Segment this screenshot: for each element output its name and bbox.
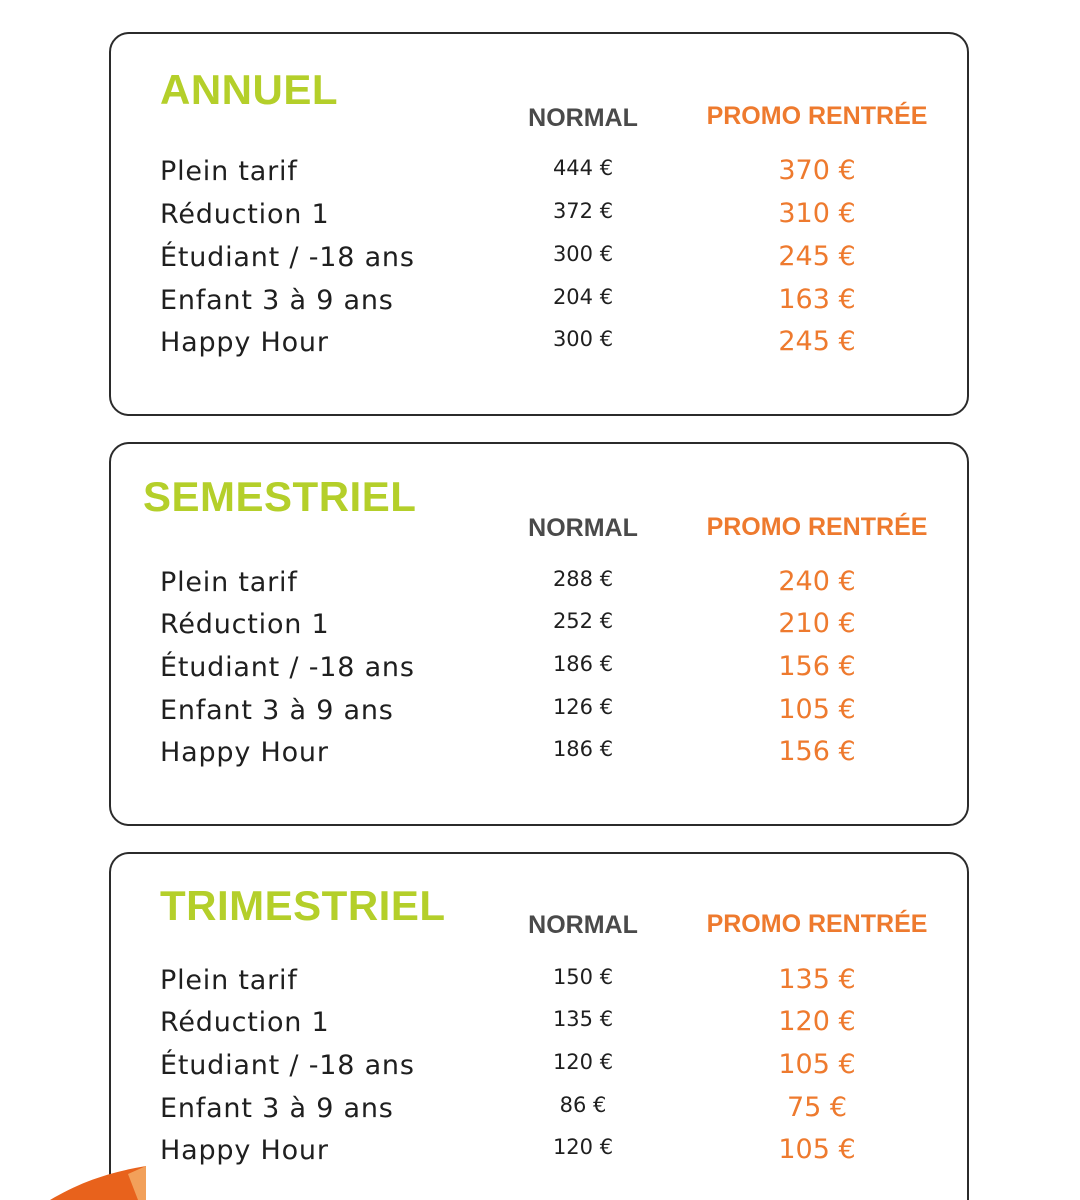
promo-price: 75 €: [786, 1092, 848, 1123]
price-row: [111, 285, 967, 327]
price-row: [111, 1050, 967, 1092]
price-row: [111, 1135, 967, 1177]
pricing-card-trimestriel: [109, 852, 969, 1200]
column-header-promo: PROMO RENTRÉE: [706, 102, 928, 130]
row-label: Étudiant / -18 ans: [160, 1050, 415, 1081]
promo-price: 105 €: [778, 1049, 856, 1080]
normal-price: 444 €: [552, 156, 614, 180]
row-label: Plein tarif: [160, 965, 298, 996]
row-label: Happy Hour: [160, 327, 329, 358]
normal-price: 288 €: [552, 567, 614, 591]
column-header-normal: NORMAL: [528, 104, 638, 132]
promo-price: 163 €: [778, 284, 856, 315]
row-label: Réduction 1: [160, 609, 330, 640]
column-header-promo: PROMO RENTRÉE: [706, 910, 928, 938]
price-row: [111, 242, 967, 284]
normal-price: 150 €: [552, 965, 614, 989]
promo-price: 156 €: [778, 651, 856, 682]
row-label: Étudiant / -18 ans: [160, 242, 415, 273]
price-row: [111, 327, 967, 369]
row-label: Plein tarif: [160, 567, 298, 598]
promo-price: 105 €: [778, 694, 856, 725]
column-header-promo: PROMO RENTRÉE: [706, 513, 928, 541]
row-label: Happy Hour: [160, 737, 329, 768]
promo-price: 156 €: [778, 736, 856, 767]
pricing-card-semestriel: [109, 442, 969, 826]
normal-price: 372 €: [552, 199, 614, 223]
column-header-normal: NORMAL: [528, 514, 638, 542]
price-row: [111, 695, 967, 737]
row-label: Étudiant / -18 ans: [160, 652, 415, 683]
card-title: ANNUEL: [160, 66, 338, 113]
normal-price: 186 €: [552, 737, 614, 761]
normal-price: 186 €: [552, 652, 614, 676]
normal-price: 204 €: [552, 285, 614, 309]
price-row: [111, 652, 967, 694]
card-title: SEMESTRIEL: [143, 473, 417, 520]
price-row: [111, 567, 967, 609]
promo-price: 245 €: [778, 326, 856, 357]
normal-price: 126 €: [552, 695, 614, 719]
column-header-normal: NORMAL: [528, 911, 638, 939]
promo-price: 105 €: [778, 1134, 856, 1165]
price-row: [111, 1007, 967, 1049]
price-row: [111, 199, 967, 241]
row-label: Enfant 3 à 9 ans: [160, 695, 394, 726]
row-label: Réduction 1: [160, 199, 330, 230]
row-label: Enfant 3 à 9 ans: [160, 285, 394, 316]
promo-price: 240 €: [778, 566, 856, 597]
normal-price: 252 €: [552, 609, 614, 633]
promo-price: 135 €: [778, 964, 856, 995]
row-label: Happy Hour: [160, 1135, 329, 1166]
promo-price: 245 €: [778, 241, 856, 272]
row-label: Enfant 3 à 9 ans: [160, 1093, 394, 1124]
price-row: [111, 1093, 967, 1135]
row-label: Réduction 1: [160, 1007, 330, 1038]
price-row: [111, 965, 967, 1007]
decorative-orange-shape: [0, 1160, 160, 1200]
normal-price: 300 €: [552, 242, 614, 266]
price-row: [111, 737, 967, 779]
row-label: Plein tarif: [160, 156, 298, 187]
normal-price: 86 €: [559, 1093, 607, 1117]
normal-price: 120 €: [552, 1135, 614, 1159]
promo-price: 210 €: [778, 608, 856, 639]
price-row: [111, 609, 967, 651]
promo-price: 120 €: [778, 1006, 856, 1037]
promo-price: 310 €: [778, 198, 856, 229]
price-row: [111, 156, 967, 198]
pricing-card-annuel: [109, 32, 969, 416]
promo-price: 370 €: [778, 155, 856, 186]
card-title: TRIMESTRIEL: [160, 882, 446, 929]
normal-price: 300 €: [552, 327, 614, 351]
normal-price: 120 €: [552, 1050, 614, 1074]
normal-price: 135 €: [552, 1007, 614, 1031]
